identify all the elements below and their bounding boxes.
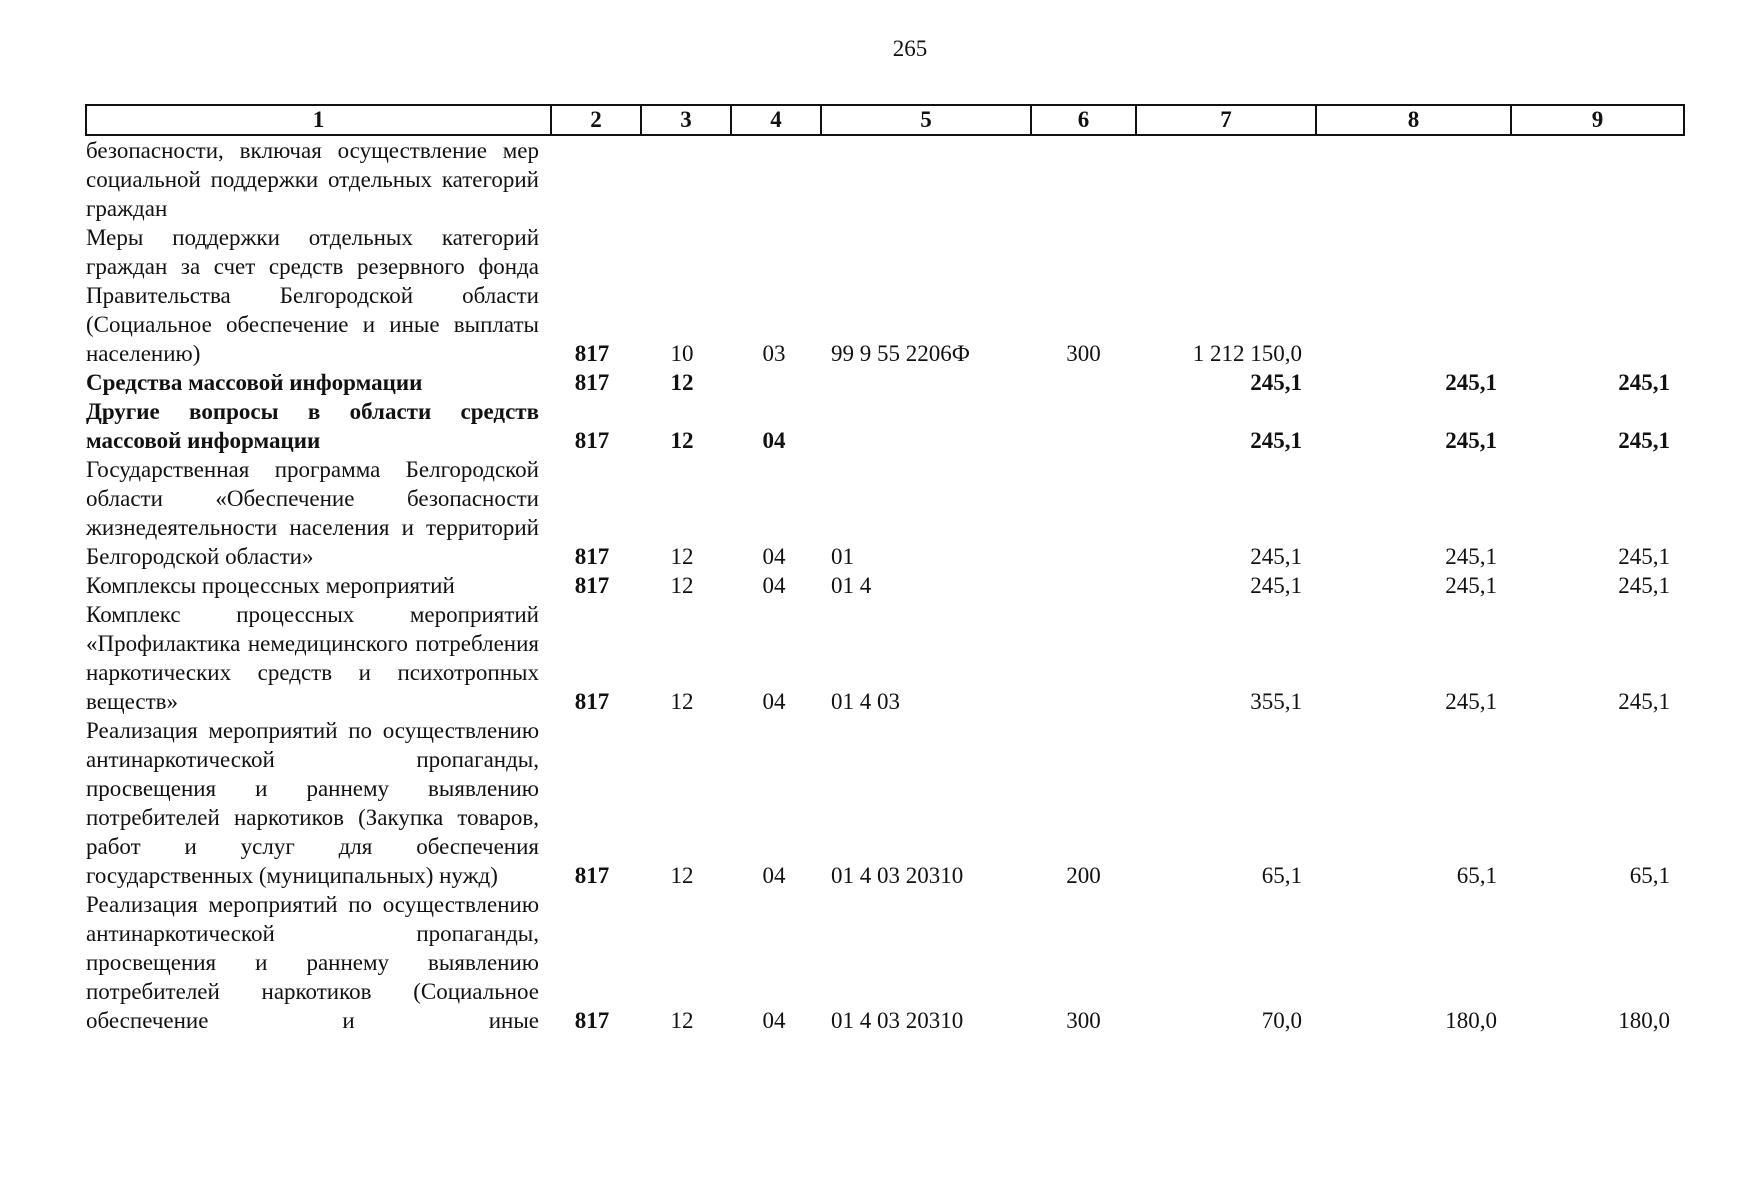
cell-ministry: 817 (574, 341, 610, 366)
table-row (86, 716, 1684, 890)
cell-amount-col8 (1316, 223, 1511, 368)
column-header-2: 2 (551, 105, 641, 135)
cell-target-article: 99 9 55 2206Ф (831, 341, 970, 366)
cell-section: 12 (670, 428, 694, 453)
cell-amount-col9: 245,1 (1618, 573, 1670, 598)
cell-ministry: 817 (574, 1008, 610, 1033)
cell-amount-col9: 65,1 (1629, 863, 1670, 888)
cell-amount-col7: 70,0 (1261, 1008, 1302, 1033)
cell-amount-col8: 245,1 (1445, 689, 1497, 714)
cell-subsection: 04 (762, 689, 786, 714)
cell-amount-col9: 180,0 (1618, 1008, 1670, 1033)
cell-amount-col9: 245,1 (1618, 544, 1670, 569)
table-row (86, 890, 1684, 1035)
page-number: 265 (892, 36, 928, 61)
table-row (86, 397, 1684, 455)
table-row (86, 368, 1684, 397)
cell-expense-type (1031, 600, 1136, 716)
cell-section: 12 (670, 863, 694, 888)
cell-target-article: 01 4 03 20310 (831, 863, 964, 888)
cell-expense-type: 300 (1066, 341, 1101, 366)
cell-subsection: 04 (762, 544, 786, 569)
row-description: Государственная программа Белгородской области «Обеспечение безопасности жизнедеятельности населения и территорий Белгородской области» (86, 457, 539, 569)
column-header-5: 5 (821, 105, 1031, 135)
cell-subsection (731, 135, 821, 223)
column-header-7: 7 (1136, 105, 1316, 135)
column-header-9: 9 (1511, 105, 1684, 135)
cell-amount-col8: 245,1 (1445, 428, 1497, 453)
table-row (86, 135, 1684, 223)
row-description: Другие вопросы в области средств массовой информации (86, 399, 539, 453)
cell-target-article (821, 135, 1031, 223)
cell-amount-col7: 245,1 (1250, 573, 1302, 598)
cell-amount-col8: 180,0 (1445, 1008, 1497, 1033)
cell-amount-col9: 245,1 (1618, 370, 1670, 395)
cell-amount-col7: 65,1 (1261, 863, 1302, 888)
cell-ministry: 817 (574, 573, 610, 598)
row-description: Средства массовой информации (86, 370, 423, 395)
cell-amount-col7: 245,1 (1250, 544, 1302, 569)
cell-amount-col7: 355,1 (1250, 689, 1302, 714)
table-row (86, 223, 1684, 368)
cell-section (641, 135, 731, 223)
row-description: Комплекс процессных мероприятий «Профилактика немедицинского потребления наркотических средств и психотропных веществ» (86, 602, 539, 714)
cell-target-article: 01 4 03 20310 (831, 1008, 964, 1033)
header-row (86, 105, 1684, 135)
cell-ministry (551, 135, 641, 223)
cell-expense-type: 200 (1066, 863, 1101, 888)
cell-expense-type: 300 (1066, 1008, 1101, 1033)
cell-amount-col8: 245,1 (1445, 370, 1497, 395)
cell-ministry: 817 (574, 689, 610, 714)
cell-expense-type (1031, 368, 1136, 397)
cell-section: 12 (670, 1008, 694, 1033)
cell-expense-type (1031, 571, 1136, 600)
column-header-3: 3 (641, 105, 731, 135)
column-header-8: 8 (1316, 105, 1511, 135)
cell-section: 12 (670, 544, 694, 569)
cell-ministry: 817 (574, 544, 610, 569)
cell-target-article (821, 397, 1031, 455)
cell-target-article: 01 (831, 544, 854, 569)
column-header-4: 4 (731, 105, 821, 135)
cell-subsection: 04 (762, 863, 786, 888)
cell-amount-col7: 245,1 (1250, 428, 1302, 453)
cell-amount-col7: 245,1 (1250, 370, 1302, 395)
cell-amount-col9 (1511, 135, 1684, 223)
table-row (86, 571, 1684, 600)
row-description: Реализация мероприятий по осуществлению антинаркотической пропаганды, просвещения и раннему выявлению потребителей наркотиков (Социальное обеспечение и иные (86, 892, 539, 1033)
cell-amount-col9: 245,1 (1618, 689, 1670, 714)
cell-amount-col7: 1 212 150,0 (1192, 341, 1302, 366)
cell-amount-col8: 65,1 (1456, 863, 1497, 888)
cell-section: 12 (670, 573, 694, 598)
cell-ministry: 817 (574, 863, 610, 888)
cell-expense-type (1031, 135, 1136, 223)
row-description: безопасности, включая осуществление мер социальной поддержки отдельных категорий граждан (86, 138, 539, 221)
cell-expense-type (1031, 455, 1136, 571)
cell-subsection: 04 (762, 573, 786, 598)
cell-section: 12 (670, 689, 694, 714)
row-description: Реализация мероприятий по осуществлению антинаркотической пропаганды, просвещения и раннему выявлению потребителей наркотиков (Закупка товаров, работ и услуг для обеспечения государственных (муниципальных) нужд) (86, 718, 539, 888)
column-header-6: 6 (1031, 105, 1136, 135)
cell-target-article: 01 4 03 (831, 689, 900, 714)
cell-subsection: 04 (762, 1008, 786, 1033)
cell-section: 12 (670, 370, 694, 395)
cell-subsection: 03 (762, 341, 786, 366)
cell-section: 10 (670, 341, 694, 366)
cell-amount-col7 (1136, 135, 1316, 223)
cell-ministry: 817 (574, 428, 610, 453)
cell-target-article: 01 4 (831, 573, 872, 598)
cell-amount-col9 (1511, 223, 1684, 368)
column-header-1: 1 (86, 105, 551, 135)
cell-subsection (731, 368, 821, 397)
cell-amount-col8: 245,1 (1445, 573, 1497, 598)
cell-amount-col9: 245,1 (1618, 428, 1670, 453)
table-row (86, 455, 1684, 571)
table-row (86, 600, 1684, 716)
row-description: Комплексы процессных мероприятий (86, 573, 455, 598)
row-description: Меры поддержки отдельных категорий граждан за счет средств резервного фонда Правительства Белгородской области (Социальное обеспечение и иные выплаты населению) (86, 225, 539, 366)
budget-table (85, 104, 1685, 1035)
cell-target-article (821, 368, 1031, 397)
cell-subsection: 04 (762, 428, 786, 453)
cell-amount-col8: 245,1 (1445, 544, 1497, 569)
cell-ministry: 817 (574, 370, 610, 395)
cell-amount-col8 (1316, 135, 1511, 223)
cell-expense-type (1031, 397, 1136, 455)
